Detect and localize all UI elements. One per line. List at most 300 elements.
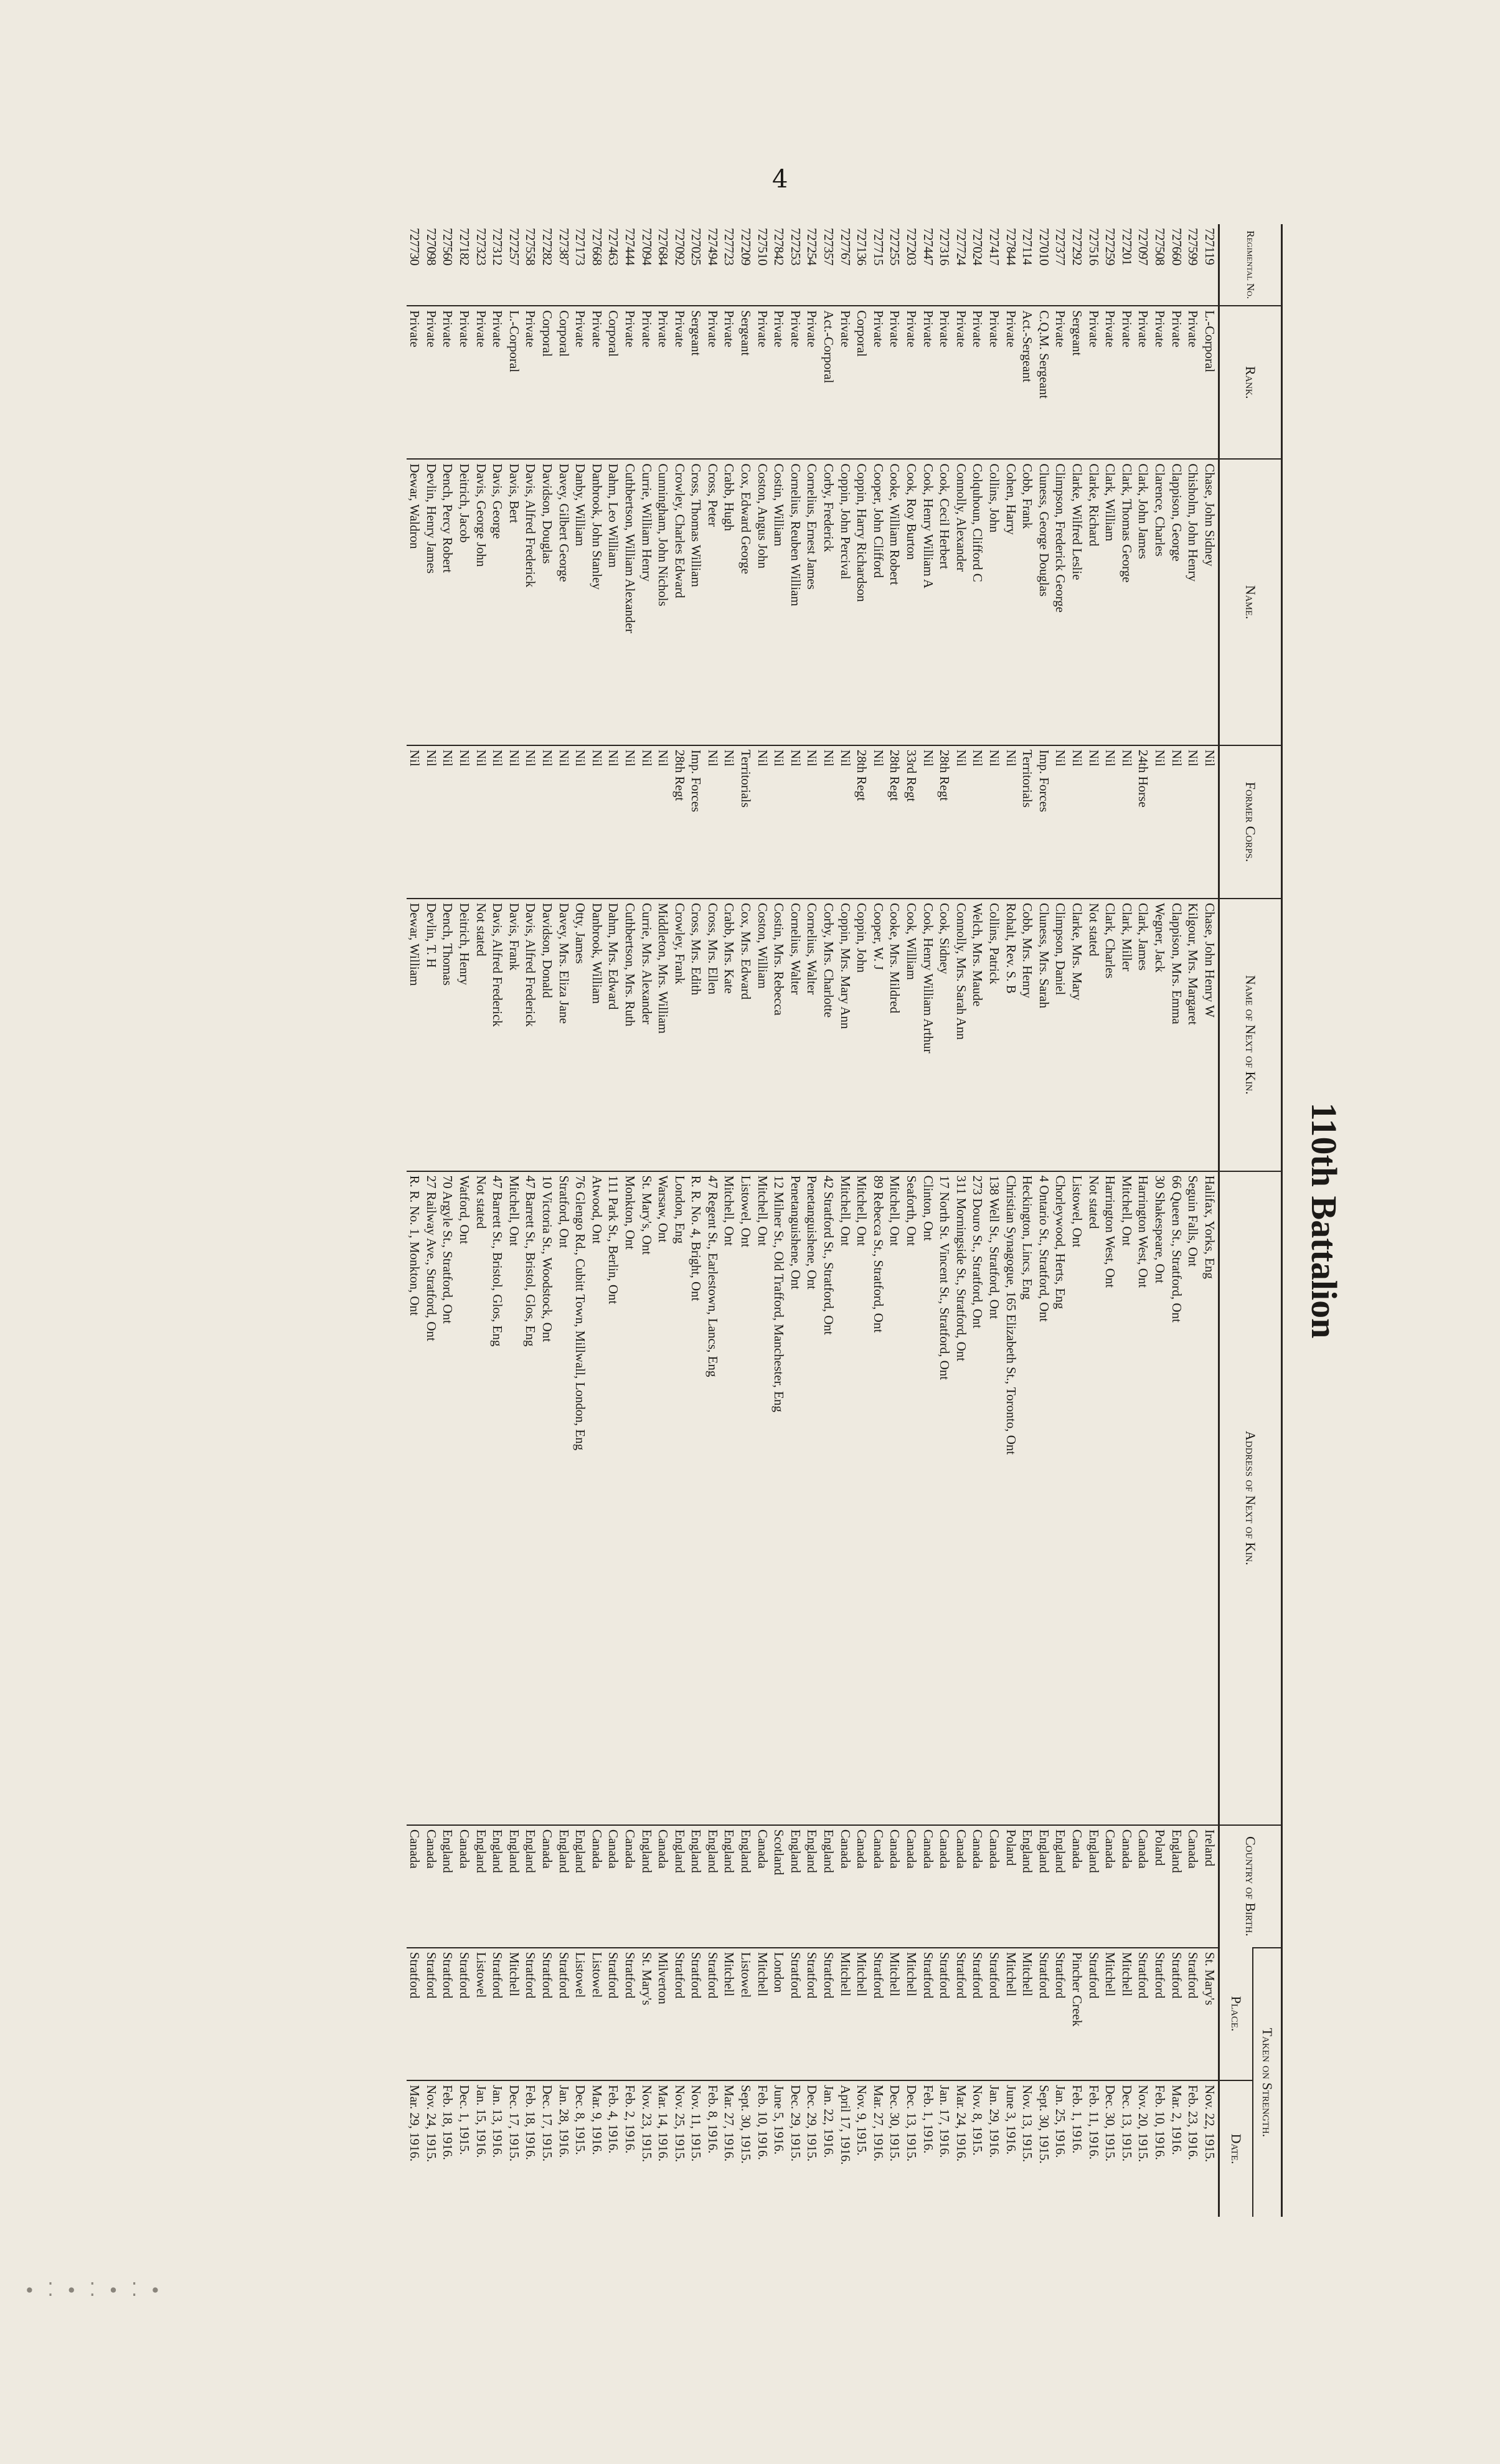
table-row	[489, 224, 506, 2217]
table-row	[506, 224, 522, 2217]
name-cell: Deitrich, Jacob	[456, 459, 473, 745]
next-of-kin-address-cell: Watford, Ont	[456, 1171, 473, 1825]
former-corps-cell: Territorials	[1019, 745, 1036, 899]
table-row	[936, 224, 953, 2217]
place-cell: Mitchell	[887, 1948, 903, 2080]
place-cell: Stratford	[539, 1948, 556, 2080]
table-row	[1118, 224, 1135, 2217]
regimental-no-cell: 727136	[854, 228, 870, 265]
former-corps-cell: Nil	[440, 745, 456, 899]
name-cell: Clark, Thomas George	[1118, 459, 1135, 745]
former-corps-cell: Nil	[721, 745, 738, 899]
place-cell: Mitchell	[754, 1948, 771, 2080]
country-of-birth-cell: Canada	[870, 1825, 887, 1948]
date-cell: Nov. 24, 1915.	[423, 2080, 440, 2217]
table-row	[920, 224, 936, 2217]
place-cell: Stratford	[920, 1948, 936, 2080]
rank-cell: Private	[788, 306, 804, 459]
former-corps-cell: Imp. Forces	[1035, 745, 1052, 899]
place-cell: Stratford	[986, 1948, 1003, 2080]
country-of-birth-cell: Canada	[969, 1825, 986, 1948]
name-cell: Cunningham, John Nichols	[655, 459, 672, 745]
next-of-kin-name-cell: Coston, William	[754, 899, 771, 1171]
regimental-no-cell: 727668	[589, 228, 605, 265]
name-cell: Clark, John James	[1135, 459, 1152, 745]
former-corps-cell: Nil	[1118, 745, 1135, 899]
country-of-birth-cell: Canada	[1118, 1825, 1135, 1948]
next-of-kin-address-cell: Not stated	[473, 1171, 489, 1825]
date-cell: Jan. 29, 1916.	[986, 2080, 1003, 2217]
date-cell: Mar. 29, 1916.	[407, 2080, 423, 2217]
former-corps-cell: 28th Regt	[936, 745, 953, 899]
place-cell: Milverton	[655, 1948, 672, 2080]
rank-cell: Private	[721, 306, 738, 459]
next-of-kin-address-cell: 111 Park St., Berlin, Ont	[605, 1171, 622, 1825]
next-of-kin-address-cell: Stratford, Ont	[555, 1171, 572, 1825]
regimental-no-cell: 727417	[986, 228, 1002, 265]
next-of-kin-name-cell: Chase, John Henry W	[1201, 899, 1219, 1171]
place-cell: London	[771, 1948, 788, 2080]
date-cell: Mar. 14, 1916.	[655, 2080, 672, 2217]
next-of-kin-name-cell: Dewar, William	[407, 899, 423, 1171]
regimental-no-cell: 727842	[771, 228, 787, 265]
country-of-birth-cell: England	[688, 1825, 705, 1948]
date-cell: Sept. 30, 1915.	[1035, 2080, 1052, 2217]
table-row	[721, 224, 738, 2217]
next-of-kin-name-cell: Currie, Mrs. Alexander	[638, 899, 655, 1171]
place-cell: Stratford	[407, 1948, 423, 2080]
rank-cell: Private	[1085, 306, 1102, 459]
name-cell: Clarke, Wilfred Leslie	[1069, 459, 1086, 745]
place-cell: Listowel	[572, 1948, 589, 2080]
former-corps-cell: Nil	[539, 745, 556, 899]
table-row	[953, 224, 970, 2217]
regimental-no-cell: 727558	[523, 228, 539, 265]
rank-cell: Private	[1168, 306, 1185, 459]
next-of-kin-name-cell: Clark, James	[1135, 899, 1152, 1171]
next-of-kin-name-cell: Davidson, Donald	[539, 899, 556, 1171]
former-corps-cell: Nil	[1069, 745, 1086, 899]
name-cell: Cornelius, Ernest James	[804, 459, 821, 745]
regimental-no-cell: 727259	[1103, 228, 1118, 265]
regimental-no-cell: 727092	[672, 228, 687, 265]
next-of-kin-address-cell: Monkton, Ont	[622, 1171, 639, 1825]
name-cell: Cross, Thomas William	[688, 459, 705, 745]
name-cell: Coston, Angus John	[754, 459, 771, 745]
name-cell: Connolly, Alexander	[953, 459, 970, 745]
date-cell: Nov. 11, 1915.	[688, 2080, 705, 2217]
regimental-no-cell: 727387	[556, 228, 572, 265]
former-corps-cell: Nil	[622, 745, 639, 899]
country-of-birth-cell: England	[721, 1825, 738, 1948]
next-of-kin-address-cell: 311 Morningside St., Stratford, Ont	[953, 1171, 970, 1825]
page-number: 4	[772, 165, 788, 194]
next-of-kin-address-cell: R. R. No. 1, Monkton, Ont	[407, 1171, 423, 1825]
next-of-kin-name-cell: Cooke, Mrs. Mildred	[887, 899, 903, 1171]
name-cell: Climpson, Frederick George	[1052, 459, 1069, 745]
regimental-no-cell: 727660	[1169, 228, 1184, 265]
next-of-kin-address-cell: 12 Milner St., Old Trafford, Manchester, Eng	[771, 1171, 788, 1825]
name-cell: Corby, Frederick	[821, 459, 837, 745]
former-corps-cell: 28th Regt	[854, 745, 870, 899]
country-of-birth-cell: Scotland	[771, 1825, 788, 1948]
table-row	[1002, 224, 1019, 2217]
next-of-kin-name-cell: Coppin, John	[854, 899, 870, 1171]
name-cell: Costin, William	[771, 459, 788, 745]
next-of-kin-address-cell: Mitchell, Ont	[887, 1171, 903, 1825]
name-cell: Chisholm, John Henry	[1185, 459, 1202, 745]
next-of-kin-name-cell: Clappison, Mrs. Emma	[1168, 899, 1185, 1171]
rank-cell: Private	[804, 306, 821, 459]
next-of-kin-address-cell: Penetanguishene, Ont	[788, 1171, 804, 1825]
date-cell: Feb. 2, 1916.	[622, 2080, 639, 2217]
table-row	[837, 224, 854, 2217]
next-of-kin-name-cell: Deitrich, Henry	[456, 899, 473, 1171]
place-cell: Listowel	[473, 1948, 489, 2080]
next-of-kin-name-cell: Davis, Frank	[506, 899, 522, 1171]
next-of-kin-address-cell: R. R. No. 4, Bright, Ont	[688, 1171, 705, 1825]
place-cell: Stratford	[440, 1948, 456, 2080]
country-of-birth-cell: Canada	[920, 1825, 936, 1948]
country-of-birth-cell: Canada	[1102, 1825, 1119, 1948]
next-of-kin-address-cell: Warsaw, Ont	[655, 1171, 672, 1825]
name-cell: Danby, William	[572, 459, 589, 745]
rank-cell: Private	[754, 306, 771, 459]
date-cell: Dec. 29, 1915.	[788, 2080, 804, 2217]
country-of-birth-cell: Canada	[423, 1825, 440, 1948]
table-row	[572, 224, 589, 2217]
place-cell: Stratford	[489, 1948, 506, 2080]
regimental-no-cell: 727114	[1020, 228, 1035, 265]
margin-specks: ∙ ⁚ ∙ ⁚ ∙ ⁚ ∙	[25, 2279, 164, 2301]
place-cell: Stratford	[1135, 1948, 1152, 2080]
regimental-no-cell: 727312	[490, 228, 506, 265]
country-of-birth-cell: Canada	[1185, 1825, 1202, 1948]
page-title: 110th Battalion	[1304, 1102, 1344, 1339]
place-cell: Mitchell	[1102, 1948, 1119, 2080]
rank-cell: Private	[705, 306, 722, 459]
country-of-birth-cell: England	[522, 1825, 539, 1948]
date-cell: Jan. 15, 1916.	[473, 2080, 489, 2217]
regimental-no-cell: 727684	[656, 228, 671, 265]
next-of-kin-name-cell: Dench, Thomas	[440, 899, 456, 1171]
rank-cell: Private	[588, 306, 605, 459]
rank-cell: L.-Corporal	[506, 306, 522, 459]
regimental-no-cell: 727377	[1053, 228, 1068, 265]
country-of-birth-cell: England	[1085, 1825, 1102, 1948]
place-cell: Stratford	[688, 1948, 705, 2080]
name-cell: Cook, Cecil Herbert	[936, 459, 953, 745]
former-corps-cell: Nil	[1152, 745, 1169, 899]
country-of-birth-cell: England	[572, 1825, 589, 1948]
rank-cell: Private	[407, 306, 423, 459]
regimental-no-cell: 727447	[920, 228, 936, 265]
rank-cell: Act.-Sergeant	[1019, 306, 1036, 459]
regimental-no-cell: 727282	[539, 228, 555, 265]
place-cell: Mitchell	[721, 1948, 738, 2080]
date-cell: June 3, 1916.	[1002, 2080, 1019, 2217]
former-corps-cell: Nil	[870, 745, 887, 899]
regimental-no-cell: 727316	[937, 228, 953, 265]
place-cell: Stratford	[1052, 1948, 1069, 2080]
name-cell: Cornelius, Reuben William	[788, 459, 804, 745]
country-of-birth-cell: England	[671, 1825, 688, 1948]
rank-cell: Private	[1185, 306, 1202, 459]
date-cell: Mar. 9, 1916.	[588, 2080, 605, 2217]
country-of-birth-cell: England	[821, 1825, 837, 1948]
country-of-birth-cell: England	[440, 1825, 456, 1948]
date-cell: Dec. 30, 1915.	[887, 2080, 903, 2217]
former-corps-cell: Nil	[605, 745, 622, 899]
place-cell: Stratford	[605, 1948, 622, 2080]
table-row	[539, 224, 556, 2217]
regimental-no-cell: 727209	[738, 228, 754, 265]
country-of-birth-cell: Poland	[1002, 1825, 1019, 1948]
table-row	[671, 224, 688, 2217]
date-cell: Feb. 10, 1916.	[754, 2080, 771, 2217]
date-cell: Dec. 13, 1915.	[903, 2080, 920, 2217]
next-of-kin-name-cell: Davis, Alfred Frederick	[489, 899, 506, 1171]
table-row	[903, 224, 920, 2217]
next-of-kin-name-cell: Not stated	[473, 899, 489, 1171]
next-of-kin-address-cell: 17 North St. Vincent St., Stratford, Ont	[936, 1171, 953, 1825]
next-of-kin-address-cell: 138 Well St., Stratford, Ont	[986, 1171, 1003, 1825]
next-of-kin-address-cell: Mitchell, Ont	[854, 1171, 870, 1825]
table-row	[638, 224, 655, 2217]
next-of-kin-name-cell: Costin, Mrs. Rebecca	[771, 899, 788, 1171]
table-row	[1035, 224, 1052, 2217]
next-of-kin-address-cell: Seguin Falls, Ont	[1185, 1171, 1202, 1825]
country-of-birth-cell: Canada	[754, 1825, 771, 1948]
regimental-no-cell: 727357	[821, 228, 837, 265]
former-corps-cell: Territorials	[738, 745, 755, 899]
country-of-birth-cell: Poland	[1152, 1825, 1169, 1948]
rank-cell: L.-Corporal	[1201, 306, 1219, 459]
table-row	[854, 224, 870, 2217]
place-cell: Listowel	[738, 1948, 755, 2080]
place-cell: Mitchell	[854, 1948, 870, 2080]
rank-cell: Private	[1002, 306, 1019, 459]
next-of-kin-name-cell: Cornelius, Walter	[788, 899, 804, 1171]
place-cell: Stratford	[705, 1948, 722, 2080]
table-row	[1052, 224, 1069, 2217]
nominal-roll-table	[407, 224, 1283, 2217]
rank-cell: Corporal	[605, 306, 622, 459]
name-cell: Clappison, George	[1168, 459, 1185, 745]
next-of-kin-name-cell: Collins, Patrick	[986, 899, 1003, 1171]
rank-cell: Corporal	[555, 306, 572, 459]
next-of-kin-address-cell: Listowel, Ont	[1069, 1171, 1086, 1825]
date-cell: Nov. 22, 1915.	[1201, 2080, 1219, 2217]
date-cell: Dec. 17, 1915.	[506, 2080, 522, 2217]
date-cell: Nov. 13, 1915.	[1019, 2080, 1036, 2217]
date-cell: Mar. 27, 1916.	[870, 2080, 887, 2217]
date-cell: Dec. 13, 1915.	[1118, 2080, 1135, 2217]
country-of-birth-cell: Canada	[953, 1825, 970, 1948]
next-of-kin-name-cell: Cross, Mrs. Ellen	[705, 899, 722, 1171]
place-cell: Stratford	[622, 1948, 639, 2080]
regimental-no-cell: 727844	[1003, 228, 1019, 265]
place-cell: Stratford	[870, 1948, 887, 2080]
next-of-kin-name-cell: Crowley, Frank	[671, 899, 688, 1171]
table-row	[1102, 224, 1119, 2217]
table-row	[969, 224, 986, 2217]
name-cell: Colquhoun, Clifford C	[969, 459, 986, 745]
place-cell: Mitchell	[903, 1948, 920, 2080]
next-of-kin-address-cell: 273 Douro St., Stratford, Ont	[969, 1171, 986, 1825]
regimental-no-cell: 727254	[804, 228, 820, 265]
next-of-kin-name-cell: Cobb, Mrs. Henry	[1019, 899, 1036, 1171]
name-cell: Coppin, John Percival	[837, 459, 854, 745]
country-of-birth-cell: Canada	[655, 1825, 672, 1948]
former-corps-cell: Nil	[804, 745, 821, 899]
rank-cell: Private	[440, 306, 456, 459]
rank-cell: Private	[771, 306, 788, 459]
rank-cell: Private	[936, 306, 953, 459]
next-of-kin-name-cell: Davis, Alfred Frederick	[522, 899, 539, 1171]
former-corps-cell: Nil	[1085, 745, 1102, 899]
header-former-corps: Former Corps.	[1219, 745, 1282, 899]
next-of-kin-name-cell: Cooper, W. J	[870, 899, 887, 1171]
place-cell: Stratford	[1085, 1948, 1102, 2080]
name-cell: Dahm, Leo William	[605, 459, 622, 745]
place-cell: Stratford	[969, 1948, 986, 2080]
table-row	[456, 224, 473, 2217]
regimental-no-cell: 727323	[473, 228, 489, 265]
name-cell: Devlin, Henry James	[423, 459, 440, 745]
regimental-no-cell: 727203	[904, 228, 920, 265]
date-cell: Nov. 8, 1915.	[969, 2080, 986, 2217]
roster-body	[407, 224, 1219, 2217]
next-of-kin-name-cell: Rohalt, Rev. S. B	[1002, 899, 1019, 1171]
name-cell: Cross, Peter	[705, 459, 722, 745]
name-cell: Currie, William Henry	[638, 459, 655, 745]
table-row	[522, 224, 539, 2217]
table-row	[1135, 224, 1152, 2217]
regimental-no-cell: 727119	[1202, 228, 1217, 265]
rank-cell: Private	[423, 306, 440, 459]
next-of-kin-name-cell: Clarke, Mrs. Mary	[1069, 899, 1086, 1171]
former-corps-cell: Nil	[837, 745, 854, 899]
country-of-birth-cell: England	[489, 1825, 506, 1948]
name-cell: Danbrook, John Stanley	[588, 459, 605, 745]
name-cell: Cluness, George Douglas	[1035, 459, 1052, 745]
former-corps-cell: Nil	[788, 745, 804, 899]
next-of-kin-name-cell: Cuthbertson, Mrs. Ruth	[622, 899, 639, 1171]
country-of-birth-cell: Canada	[605, 1825, 622, 1948]
table-row	[870, 224, 887, 2217]
regimental-no-cell: 727253	[788, 228, 803, 265]
next-of-kin-address-cell: 4 Ontario St., Stratford, Ont	[1035, 1171, 1052, 1825]
table-row	[1168, 224, 1185, 2217]
header-date: Date.	[1219, 2080, 1253, 2217]
country-of-birth-cell: Canada	[986, 1825, 1003, 1948]
place-cell: Stratford	[821, 1948, 837, 2080]
next-of-kin-address-cell: 30 Shakespeare, Ont	[1152, 1171, 1169, 1825]
regimental-no-cell: 727510	[755, 228, 770, 265]
table-row	[821, 224, 837, 2217]
regimental-no-cell: 727098	[423, 228, 439, 265]
country-of-birth-cell: England	[506, 1825, 522, 1948]
date-cell: Feb. 18, 1916.	[440, 2080, 456, 2217]
next-of-kin-name-cell: Welch, Mrs. Maude	[969, 899, 986, 1171]
country-of-birth-cell: England	[1019, 1825, 1036, 1948]
date-cell: Sept. 30, 1915.	[738, 2080, 755, 2217]
regimental-no-cell: 727599	[1186, 228, 1201, 265]
place-cell: Stratford	[522, 1948, 539, 2080]
rank-cell: Private	[622, 306, 639, 459]
table-row	[738, 224, 755, 2217]
rank-cell: Corporal	[539, 306, 556, 459]
next-of-kin-name-cell: Clark, Charles	[1102, 899, 1119, 1171]
country-of-birth-cell: England	[1052, 1825, 1069, 1948]
next-of-kin-name-cell: Corby, Mrs. Charlotte	[821, 899, 837, 1171]
regimental-no-cell: 727025	[689, 228, 704, 265]
regimental-no-cell: 727182	[456, 228, 472, 265]
next-of-kin-address-cell: 10 Victoria St., Woodstock, Ont	[539, 1171, 556, 1825]
country-of-birth-cell: Canada	[622, 1825, 639, 1948]
table-row	[655, 224, 672, 2217]
regimental-no-cell: 727292	[1069, 228, 1085, 265]
regimental-no-cell: 727097	[1136, 228, 1151, 265]
rank-cell: Sergeant	[738, 306, 755, 459]
rank-cell: Private	[887, 306, 903, 459]
date-cell: Feb. 23, 1916.	[1185, 2080, 1202, 2217]
name-cell: Cooke, William Robert	[887, 459, 903, 745]
date-cell: Feb. 11, 1916.	[1085, 2080, 1102, 2217]
regimental-no-cell: 727094	[639, 228, 654, 265]
place-cell: Pincher Creek	[1069, 1948, 1086, 2080]
former-corps-cell: Nil	[969, 745, 986, 899]
place-cell: Stratford	[1168, 1948, 1185, 2080]
former-corps-cell: Nil	[489, 745, 506, 899]
date-cell: Feb. 8, 1916.	[705, 2080, 722, 2217]
former-corps-cell: Nil	[920, 745, 936, 899]
regimental-no-cell: 727508	[1152, 228, 1167, 265]
country-of-birth-cell: England	[804, 1825, 821, 1948]
rank-cell: Private	[522, 306, 539, 459]
header-place: Place.	[1229, 1996, 1244, 2032]
rank-cell: Private	[870, 306, 887, 459]
country-of-birth-cell: England	[473, 1825, 489, 1948]
place-cell: Stratford	[671, 1948, 688, 2080]
rank-cell: Private	[920, 306, 936, 459]
place-cell: Mitchell	[837, 1948, 854, 2080]
rank-cell: Private	[1118, 306, 1135, 459]
next-of-kin-address-cell: 42 Stratford St., Stratford, Ont	[821, 1171, 837, 1825]
rank-cell: Private	[986, 306, 1003, 459]
table-row	[1152, 224, 1169, 2217]
rank-cell: Sergeant	[688, 306, 705, 459]
date-cell: Nov. 23, 1915.	[638, 2080, 655, 2217]
next-of-kin-address-cell: Penetanguishene, Ont	[804, 1171, 821, 1825]
place-cell: Stratford	[1035, 1948, 1052, 2080]
former-corps-cell: Nil	[473, 745, 489, 899]
former-corps-cell: Nil	[456, 745, 473, 899]
regimental-no-cell: 727201	[1119, 228, 1134, 265]
country-of-birth-cell: England	[555, 1825, 572, 1948]
former-corps-cell: Nil	[572, 745, 589, 899]
rank-cell: Act.-Corporal	[821, 306, 837, 459]
header-next-of-kin-name: Name of Next of Kin.	[1219, 899, 1282, 1171]
table-row	[423, 224, 440, 2217]
name-cell: Davis, Bert	[506, 459, 522, 745]
name-cell: Cohen, Harry	[1002, 459, 1019, 745]
country-of-birth-cell: England	[1168, 1825, 1185, 1948]
name-cell: Davis, George John	[473, 459, 489, 745]
rank-cell: Private	[969, 306, 986, 459]
regimental-no-cell: 727257	[506, 228, 522, 265]
